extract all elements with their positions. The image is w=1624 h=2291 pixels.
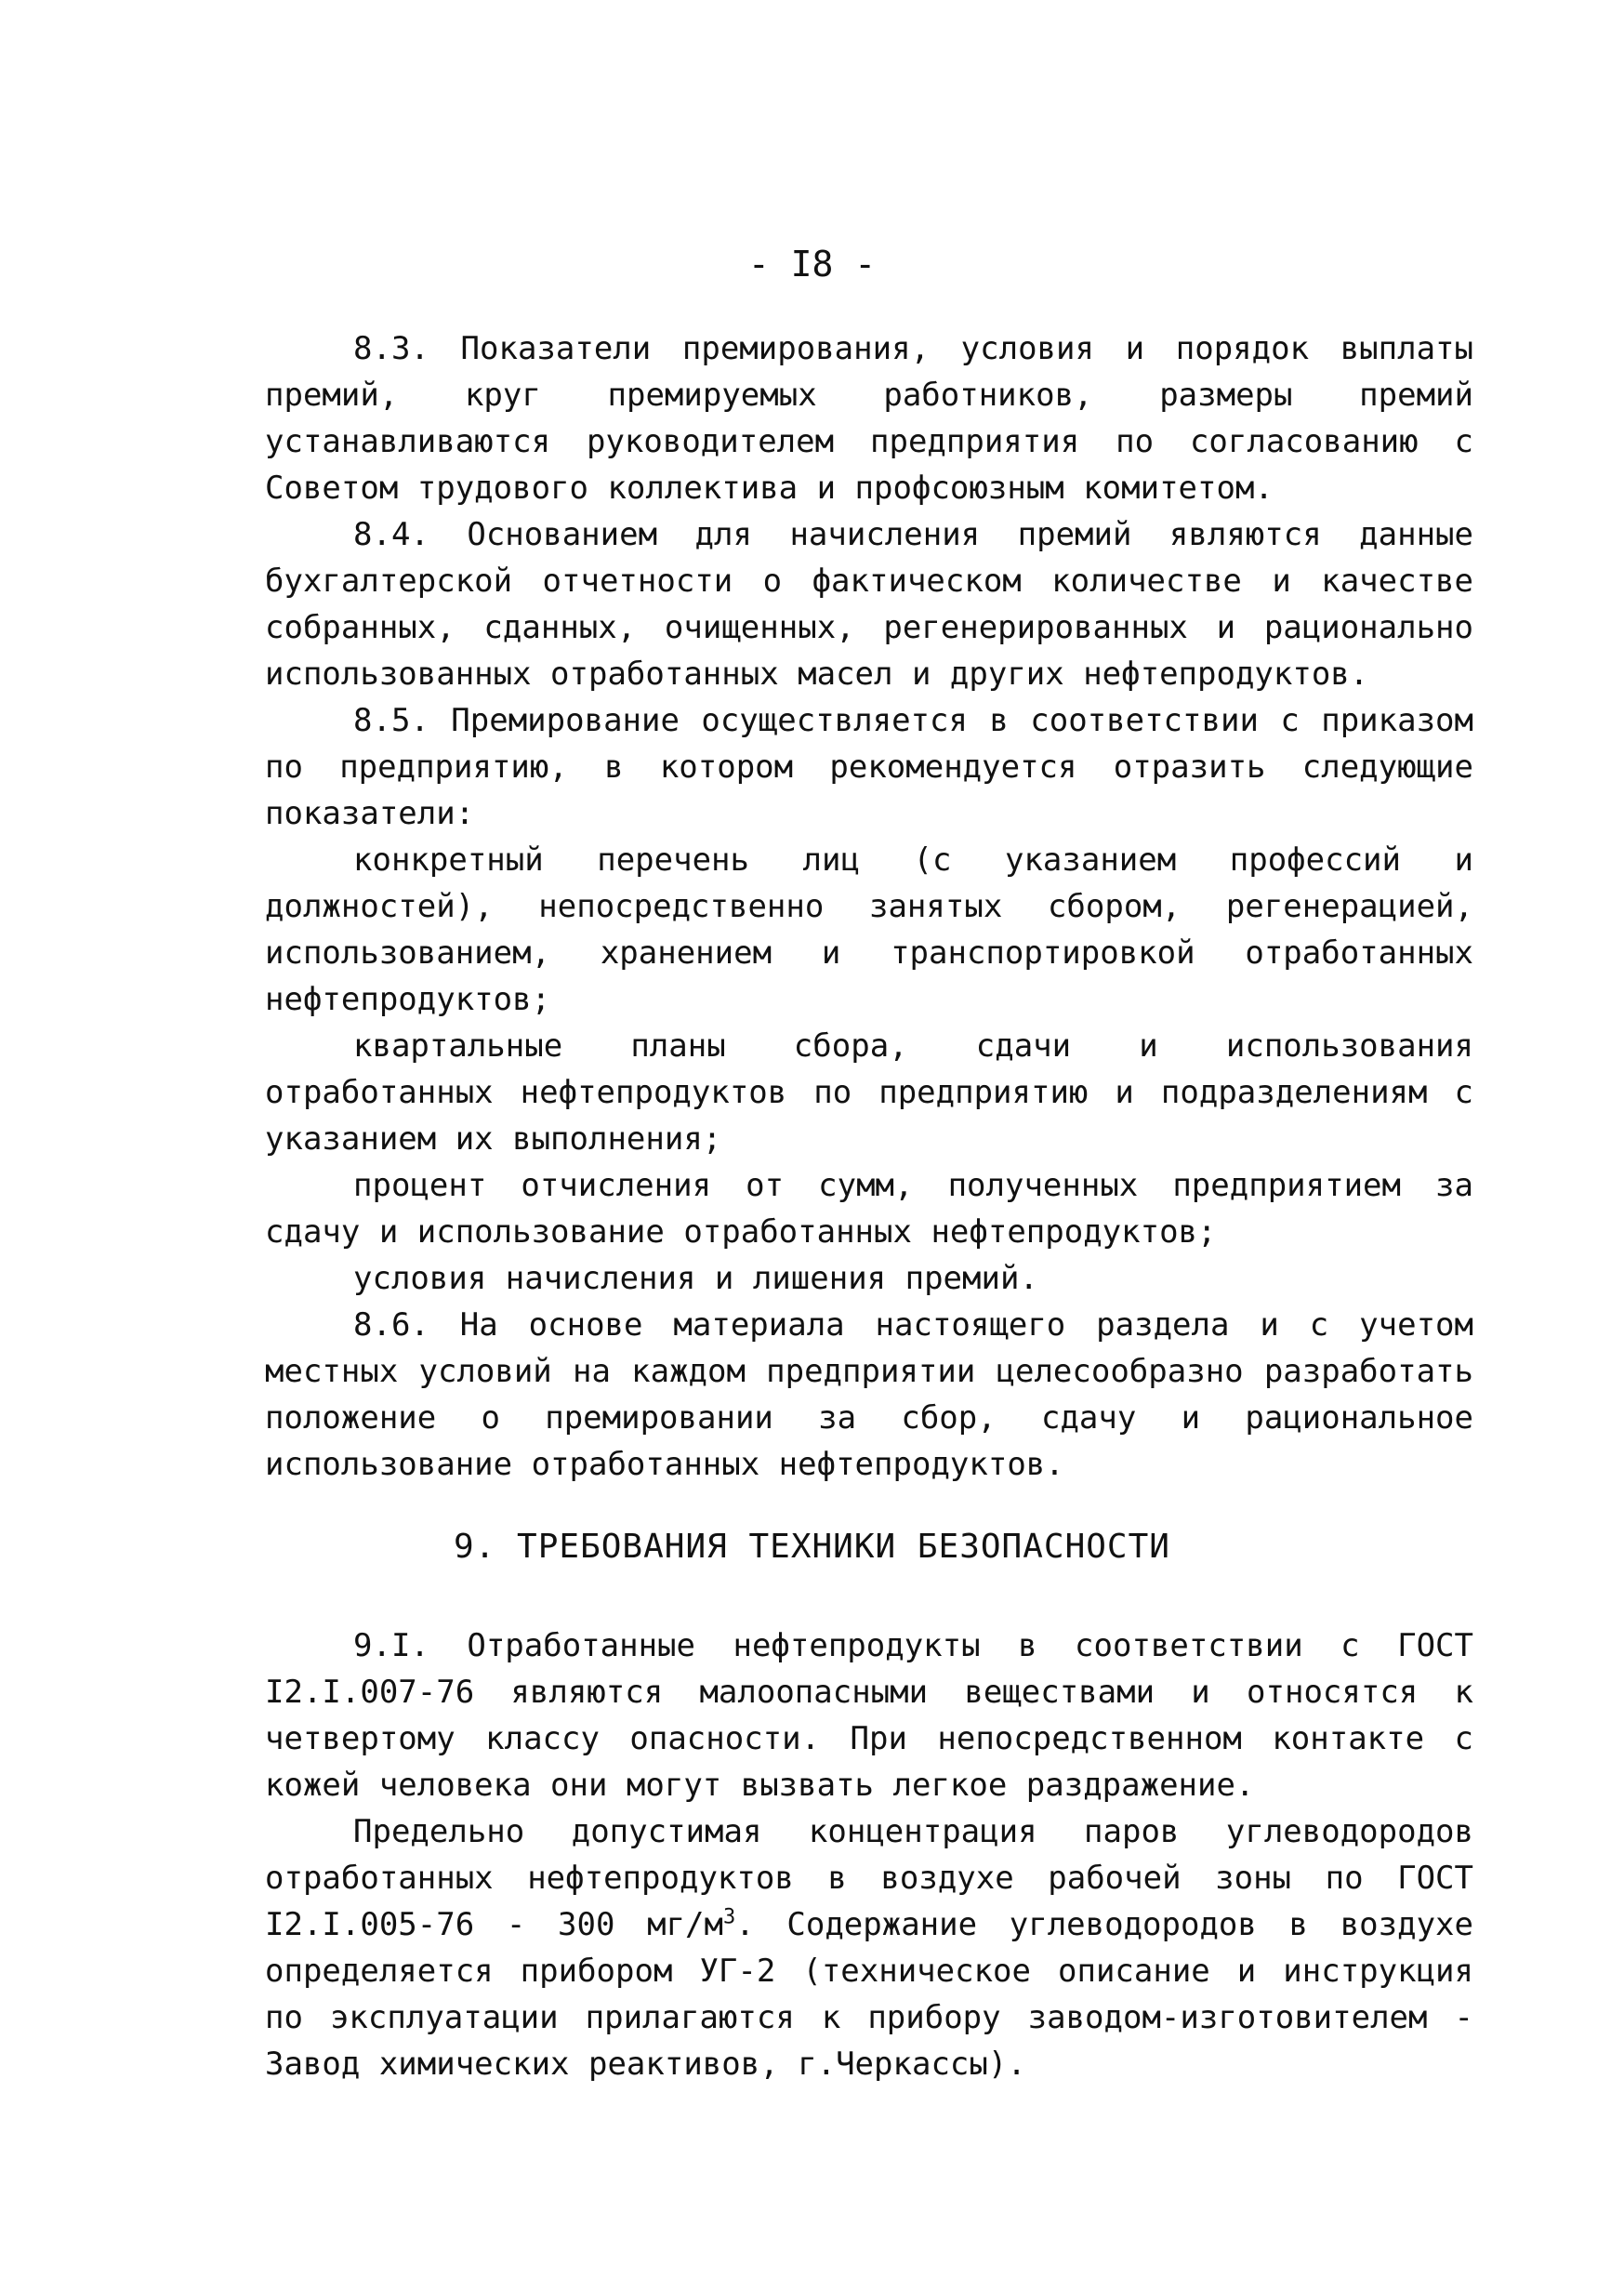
concentration-text-end: . Содержание углеводородов в воздухе определяется прибором УГ-2 (техническое описание и инструкция по эксплуатации прилагаются к прибору заводом-изготовителем - Завод химических реактивов, г.Черкассы).	[265, 1906, 1473, 2083]
list-item: квартальные планы сбора, сдачи и использования отработанных нефтепродуктов по предприятию и подразделениям с указанием их выполнения;	[265, 1027, 1473, 1158]
paragraph-9-1: 9.I. Отработанные нефтепродукты в соответствии с ГОСТ I2.I.007-76 являются малоопасными веществами и относятся к четвертому классу опасности. При непосредственном контакте с кожей человека они могут вызвать легкое раздражение.	[265, 1627, 1473, 1804]
list-item: конкретный перечень лиц (с указанием профессий и должностей), непосредственно занятых сбором, регенерацией, использованием, хранением и транспортировкой отработанных нефтепродуктов;	[265, 841, 1473, 1018]
list-item: условия начисления и лишения премий.	[353, 1260, 1038, 1297]
paragraph-9-concentration	[265, 1808, 1473, 2087]
paragraph-8-5: 8.5. Премирование осуществляется в соответствии с приказом по предприятию, в котором рекомендуется отразить следующие показатели:	[265, 702, 1473, 832]
section-8-body	[265, 325, 1473, 1488]
cubic-superscript: 3	[722, 1905, 736, 1929]
page-number: - I8 -	[747, 244, 877, 285]
list-item: процент отчисления от сумм, полученных предприятием за сдачу и использование отработанных нефтепродуктов;	[265, 1167, 1473, 1251]
paragraph-8-4: 8.4. Основанием для начисления премий являются данные бухгалтерской отчетности о фактическом количестве и качестве собранных, сданных, очищенных, регенерированных и рационально использованных отработанных масел и других нефтепродуктов.	[265, 516, 1473, 693]
paragraph-8-6: 8.6. На основе материала настоящего раздела и с учетом местных условий на каждом предприятии целесообразно разработать положение о премировании за сбор, сдачу и рациональное использование отработанных нефтепродуктов.	[265, 1306, 1473, 1483]
concentration-text-start: Предельно допустимая концентрация паров углеводородов отработанных нефтепродуктов в воздухе рабочей зоны по ГОСТ I2.I.005-76 - 300 мг/м	[265, 1813, 1473, 1943]
section-9-body	[265, 1622, 1473, 2087]
paragraph-8-3: 8.3. Показатели премирования, условия и порядок выплаты премий, круг премируемых работников, размеры премий устанавливаются руководителем предприятия по согласованию с Советом трудового коллектива и профсоюзным комитетом.	[265, 330, 1473, 507]
section-9-heading: 9. ТРЕБОВАНИЯ ТЕХНИКИ БЕЗОПАСНОСТИ	[454, 1528, 1170, 1566]
